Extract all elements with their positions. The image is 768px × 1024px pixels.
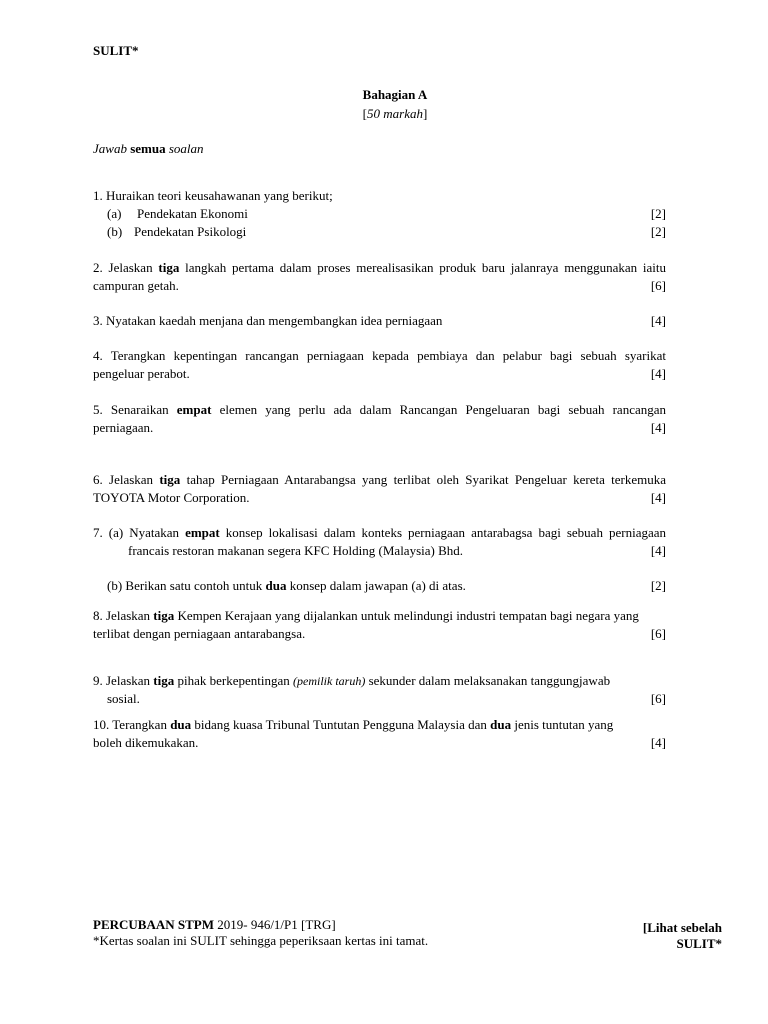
footer-exam-code: PERCUBAAN STPM 2019- 946/1/P1 [TRG] — [93, 917, 336, 932]
q5-line1: 5. Senaraikan empat elemen yang perlu ada dalam Rancangan Pengeluaran bagi sebuah rancangan — [93, 402, 666, 417]
classification-header: SULIT* — [93, 43, 139, 58]
footer-note: *Kertas soalan ini SULIT sehingga peperiksaan kertas ini tamat. — [93, 933, 429, 948]
q6-line2: TOYOTA Motor Corporation. — [93, 490, 250, 505]
q8-line1: 8. Jelaskan tiga Kempen Kerajaan yang dijalankan untuk melindungi industri tempatan bagi negara yang — [93, 608, 639, 623]
q10-mark: [4] — [650, 735, 666, 750]
q7b-mark: [2] — [650, 578, 666, 593]
q2-line1: 2. Jelaskan tiga langkah pertama dalam proses merealisasikan produk baru jalanraya menggunakan iaitu — [93, 260, 667, 275]
q6-mark: [4] — [650, 490, 666, 505]
q4-line2: pengeluar perabot. — [93, 366, 190, 381]
section-title: Bahagian A — [362, 87, 428, 102]
q1-a-mark: [2] — [650, 206, 666, 221]
q2-line2: campuran getah. — [93, 278, 179, 293]
q10-line2: boleh dikemukakan. — [93, 735, 199, 750]
q7a-mark: [4] — [650, 543, 666, 558]
q8-line2: terlibat dengan perniagaan antarabangsa. — [93, 626, 306, 641]
q9-mark: [6] — [650, 691, 666, 706]
q3-line1: 3. Nyatakan kaedah menjana dan mengembangkan idea perniagaan — [93, 313, 443, 328]
q2-mark: [6] — [650, 278, 666, 293]
q1-stem: 1. Huraikan teori keusahawanan yang berikut; — [93, 188, 333, 203]
q5-mark: [4] — [650, 420, 666, 435]
q7a-line2: francais restoran makanan segera KFC Holding (Malaysia) Bhd. — [128, 543, 464, 558]
section-marks: [50 markah] — [362, 106, 428, 121]
q9-line2: sosial. — [107, 691, 140, 706]
q7b-line1: (b) Berikan satu contoh untuk dua konsep dalam jawapan (a) di atas. — [107, 578, 466, 593]
q9-line1: 9. Jelaskan tiga pihak berkepentingan (pemilik taruh) sekunder dalam melaksanakan tanggungjawab — [93, 673, 611, 688]
q1-b-mark: [2] — [650, 224, 666, 239]
q7a-line1: 7. (a) Nyatakan empat konsep lokalisasi dalam konteks perniagaan antarabagsa bagi sebuah perniagaan — [93, 525, 667, 540]
q6-line1: 6. Jelaskan tiga tahap Perniagaan Antarabangsa yang terlibat oleh Syarikat Pengeluar kereta terkemuka — [93, 472, 667, 487]
q8-mark: [6] — [650, 626, 666, 641]
q5-line2: perniagaan. — [93, 420, 154, 435]
q4-line1: 4. Terangkan kepentingan rancangan perniagaan kepada pembiaya dan pelabur bagi sebuah syarikat — [93, 348, 666, 363]
q3-mark: [4] — [650, 313, 666, 328]
q10-line1: 10. Terangkan dua bidang kuasa Tribunal Tuntutan Pengguna Malaysia dan dua jenis tuntutan yang — [93, 717, 614, 732]
footer-classification: SULIT* — [676, 936, 722, 951]
footer-next-page: [Lihat sebelah — [642, 920, 722, 935]
instruction: Jawab semua soalan — [93, 141, 204, 156]
q4-mark: [4] — [650, 366, 666, 381]
